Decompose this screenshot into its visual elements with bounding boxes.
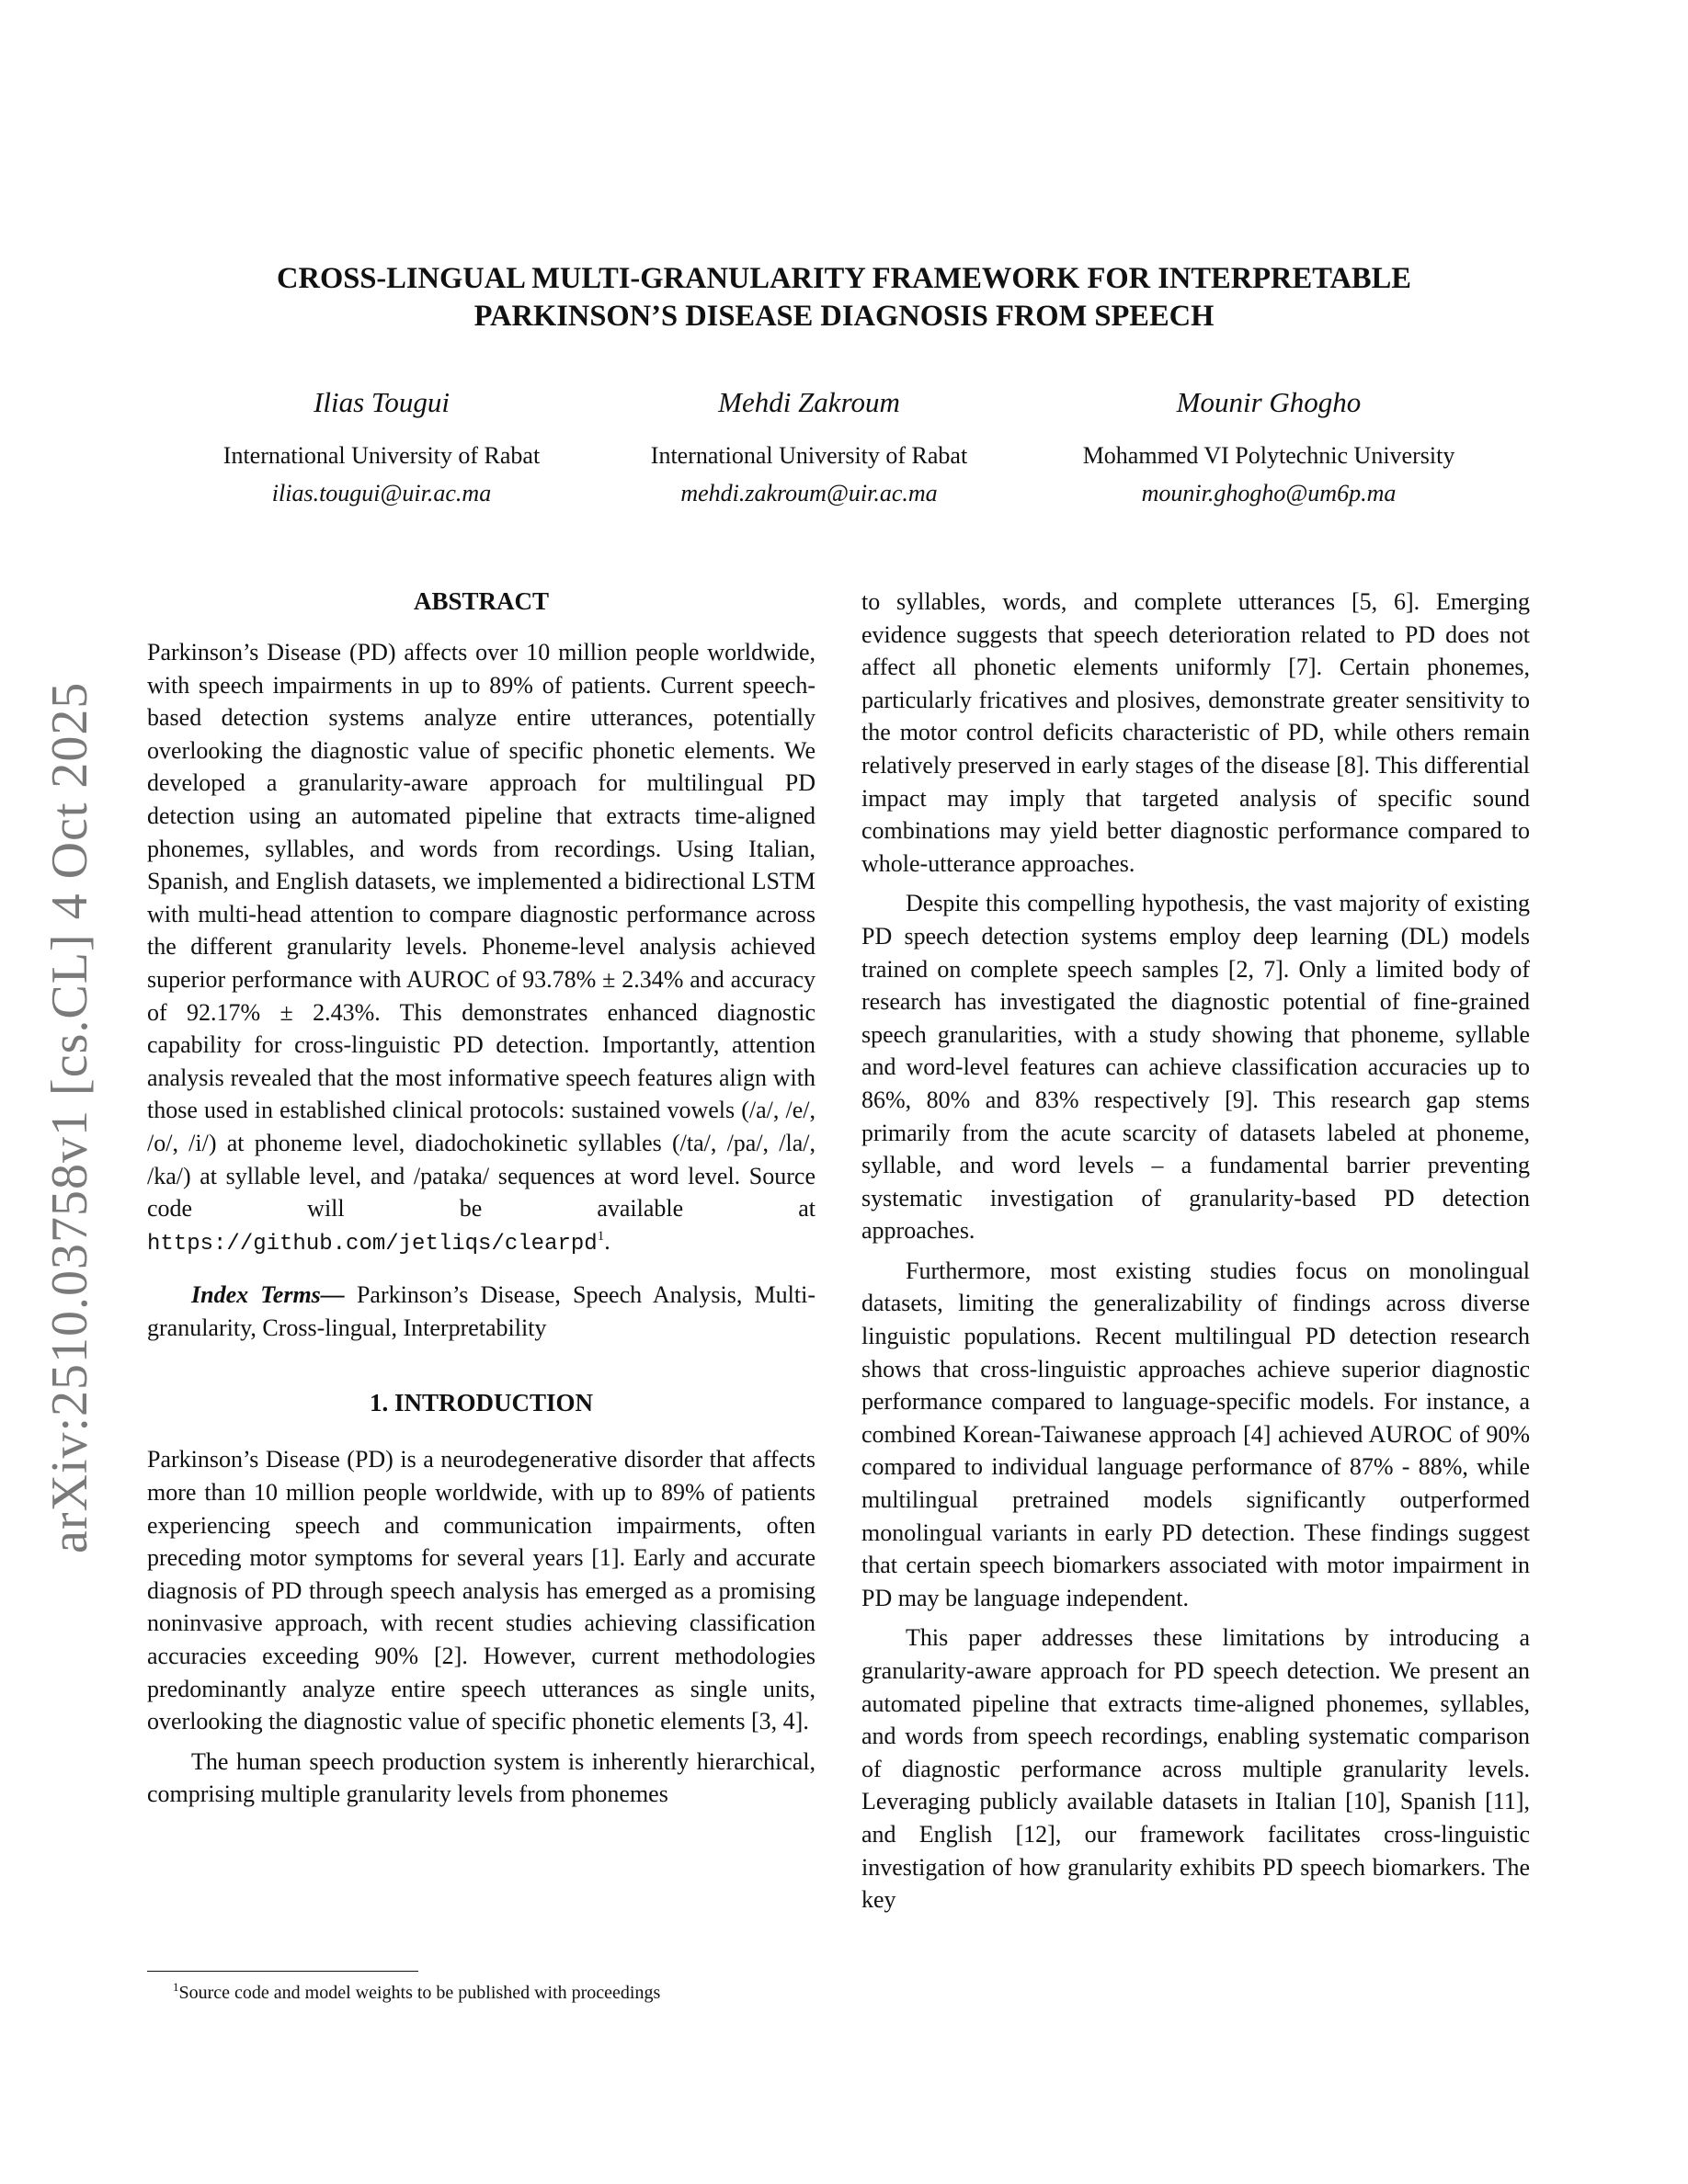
title-line-2: PARKINSON’S DISEASE DIAGNOSIS FROM SPEECH bbox=[473, 300, 1215, 333]
author-name: Mehdi Zakroum bbox=[718, 386, 900, 418]
intro-paragraph: The human speech production system is inherently hierarchical, comprising multiple granularity levels from phonemes bbox=[147, 1747, 815, 1808]
author-name: Mounir Ghogho bbox=[1176, 386, 1362, 418]
paper-title bbox=[0, 260, 1688, 336]
footnote: $^1$Source code and model weights to be published with proceedings bbox=[173, 1980, 661, 2003]
author-email[interactable]: mehdi.zakroum@uir.ac.ma bbox=[680, 480, 938, 506]
author-affiliation: Mohammed VI Polytechnic University bbox=[1082, 442, 1455, 469]
index-terms: Index Terms— Parkinson’s Disease, Speech Analysis, Multi-granularity, Cross-lingual, Interpretability bbox=[147, 1281, 815, 1341]
right-column bbox=[861, 586, 1530, 1917]
title-line-1: CROSS-LINGUAL MULTI-GRANULARITY FRAMEWORK FOR INTERPRETABLE bbox=[277, 262, 1411, 295]
author-email[interactable]: mounir.ghogho@um6p.ma bbox=[1141, 480, 1397, 506]
abstract-heading: ABSTRACT bbox=[413, 587, 550, 615]
footnote-divider bbox=[147, 1971, 418, 1972]
intro-paragraph: This paper addresses these limitations by introducing a granularity-aware approach for PD speech detection. We present an automated pipeline that extracts time-aligned phonemes, syllables, and words from speech recordings, enabling systematic comparison of diagnostic performance across multiple granularity levels. Leveraging publicly available datasets in Italian [10], Spanish [11], and English [12], our framework facilitates cross-linguistic investigation of how granularity exhibits PD speech biomarkers. The key bbox=[861, 1624, 1530, 1914]
author-affiliation: International University of Rabat bbox=[650, 442, 968, 469]
footnote-ref[interactable]: 1 bbox=[597, 1228, 605, 1244]
arxiv-stamp: arXiv:2510.03758v1 [cs.CL] 4 Oct 2025 bbox=[41, 681, 98, 1553]
author-email[interactable]: ilias.tougui@uir.ac.ma bbox=[271, 480, 492, 506]
author-3 bbox=[1057, 384, 1480, 508]
intro-paragraph: to syllables, words, and complete utterances [5, 6]. Emerging evidence suggests that speech deterioration related to PD does not affect all phonetic elements uniformly [7]. Certain phonemes, particularly fricatives and plosives, demonstrate greater sensitivity to the motor control deficits characteristic of PD, while others remain relatively preserved in early stages of the disease [8]. This differential impact may imply that targeted analysis of specific sound combinations may yield better diagnostic performance compared to whole-utterance approaches. bbox=[861, 588, 1530, 877]
author-1 bbox=[170, 384, 593, 508]
source-code-link[interactable]: https://github.com/jetliqs/clearpd bbox=[147, 1231, 598, 1257]
intro-paragraph: Despite this compelling hypothesis, the vast majority of existing PD speech detection systems employ deep learning (DL) models trained on complete speech samples [2, 7]. Only a limited body of research has investigated the diagnostic potential of fine-grained speech granularities, with a study showing that phoneme, syllable and word-level features can achieve classification accuracies up to 86%, 80% and 83% respectively [9]. This research gap stems primarily from the acute scarcity of datasets labeled at phoneme, syllable, and word levels – a fundamental barrier preventing systematic investigation of granularity-based PD detection approaches. bbox=[861, 890, 1530, 1245]
author-name: Ilias Tougui bbox=[314, 386, 450, 418]
intro-paragraph: Furthermore, most existing studies focus on monolingual datasets, limiting the generalizability of findings across diverse linguistic populations. Recent multilingual PD detection research shows that cross-linguistic approaches achieve superior diagnostic performance compared to language-specific models. For instance, a combined Korean-Taiwanese approach [4] achieved AUROC of 90% compared to individual language performance of 87% - 88%, while multilingual pretrained models significantly outperformed monolingual variants in early PD detection. These findings suggest that certain speech biomarkers associated with motor impairment in PD may be language independent. bbox=[861, 1257, 1530, 1611]
intro-paragraph: Parkinson’s Disease (PD) is a neurodegenerative disorder that affects more than 10 million people worldwide, with up to 89% of patients experiencing speech and communication impairments, often preceding motor symptoms for several years [1]. Early and accurate diagnosis of PD through speech analysis has emerged as a promising noninvasive approach, with recent studies achieving classification accuracies exceeding 90% [2]. However, current methodologies predominantly analyze entire speech utterances as single units, overlooking the diagnostic value of specific phonetic elements [3, 4]. bbox=[147, 1446, 815, 1735]
abstract-text: Parkinson’s Disease (PD) affects over 10 million people worldwide, with speech impairments in up to 89% of patients. Current speech-based detection systems analyze entire utterances, potentially overlooking the diagnostic value of specific phonetic elements. We developed a granularity-aware approach for multilingual PD detection using an automated pipeline that extracts time-aligned phonemes, syllables, and words from recordings. Using Italian, Spanish, and English datasets, we implemented a bidirectional LSTM with multi-head attention to compare diagnostic performance across the different granularity levels. Phoneme-level analysis achieved superior performance with AUROC of 93.78% ± 2.34% and accuracy of 92.17% ± 2.43%. This demonstrates enhanced diagnostic capability for cross-linguistic PD detection. Importantly, attention analysis revealed that the most informative speech features align with those used in established clinical protocols: sustained vowels (/a/, /e/, /o/, /i/) at phoneme level, diadochokinetic syllables (/ta/, /pa/, /la/, /ka/) at syllable level, and /pataka/ sequences at word level. Source code will be available at https://github.com/jetliqs/clearpd$^1$. bbox=[147, 639, 815, 1257]
author-2 bbox=[598, 384, 1021, 508]
left-column bbox=[147, 585, 815, 1811]
section-heading-introduction: 1. INTRODUCTION bbox=[369, 1389, 594, 1417]
index-terms-label: Index Terms— bbox=[191, 1281, 345, 1309]
author-affiliation: International University of Rabat bbox=[222, 442, 541, 469]
